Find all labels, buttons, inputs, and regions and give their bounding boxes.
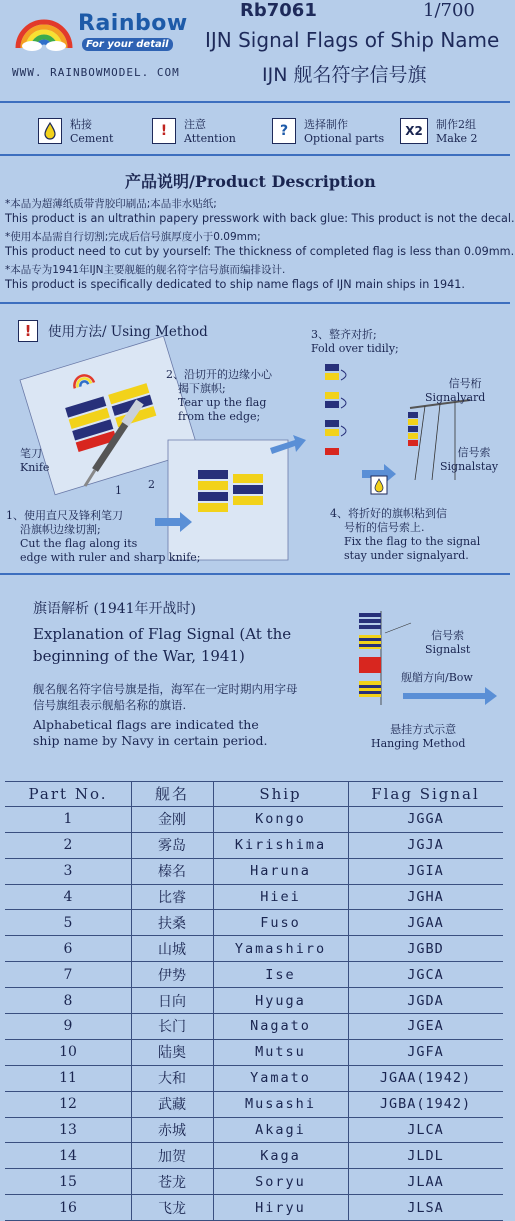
step1-en: Cut the flag along its (20, 537, 138, 550)
table-row (5, 1143, 503, 1169)
ship-cn-cell: 榛名 (158, 864, 186, 881)
description-line: This product need to cut by yourself: The thickness of completed flag is less than 0.09mm. (5, 245, 515, 258)
flag-signal-cell: JLDL (407, 1147, 444, 1164)
part-no-cell: 11 (59, 1070, 77, 1087)
knife-en: Knife (20, 461, 50, 474)
ship-cn-cell: 长门 (158, 1019, 186, 1036)
legend-label-cn: 粘接 (70, 118, 92, 131)
ship-cn-cell: 金刚 (158, 812, 186, 829)
ship-cn-cell: 大和 (158, 1071, 186, 1088)
bow-arrow-icon (403, 687, 497, 705)
ship-cn-cell: 扶桑 (158, 915, 186, 932)
description-line: *本品为超薄纸质带背胶印刷品;本品非水贴纸; (5, 198, 217, 210)
part-no-cell: 16 (59, 1199, 77, 1216)
ship-cn-cell: 日向 (158, 993, 186, 1010)
step1-en-2: edge with ruler and sharp knife; (20, 551, 201, 564)
step4-cn: 4、将折好的旗帜粘到信 (330, 507, 447, 520)
ship-cell: Musashi (245, 1096, 316, 1113)
step2-en: Tear up the flag (178, 396, 267, 409)
step4-cn-2: 号桁的信号索上. (344, 521, 425, 534)
table-row (5, 988, 503, 1014)
part-no-cell: 4 (63, 889, 73, 905)
bow-label: 舰艏方向/Bow (401, 671, 473, 684)
flag-signal-cell: JGBA(1942) (379, 1096, 472, 1113)
ship-cell: Yamashiro (234, 940, 327, 957)
ship-cell: Kirishima (234, 837, 327, 854)
flag-signal-cell: JGAA(1942) (379, 1070, 472, 1087)
part-no-cell: 7 (63, 966, 73, 983)
flag-signal-cell: JGEA (407, 1018, 444, 1035)
step3-en: Fold over tidily; (311, 342, 399, 355)
flag-signal-cell: JGHA (407, 889, 444, 905)
rainbow-icon (14, 12, 74, 52)
ship-cn-cell: 山城 (158, 941, 186, 958)
ship-cell: Akagi (255, 1122, 306, 1139)
hanging-en: Hanging Method (371, 737, 466, 750)
explanation-title-en: Explanation of Flag Signal (At the beginning of the War, 1941) (33, 625, 292, 665)
table-row (5, 807, 503, 833)
divider (0, 154, 510, 156)
divider (0, 573, 510, 575)
legend-label-cn: 制作2组 (436, 118, 476, 131)
brand-tagline: For your detail (82, 38, 173, 51)
part-no-cell: 5 (63, 914, 73, 931)
ship-cell: Mutsu (255, 1044, 306, 1061)
signalst-cn: 信号索 (431, 629, 465, 642)
part-no-cell: 14 (59, 1147, 77, 1164)
ship-cell: Hiei (260, 889, 301, 905)
table-row (5, 1066, 503, 1092)
legend-label-en: Cement (70, 132, 114, 145)
table-row (5, 936, 503, 962)
ship-cell: Hiryu (255, 1199, 306, 1216)
step2-cn-2: 揭下旗帜; (178, 382, 226, 395)
ship-cell: Kongo (255, 811, 306, 828)
table-row (5, 1169, 503, 1195)
flag-signal-cell: JGIA (407, 863, 444, 880)
flag-signal-cell: JLCA (407, 1122, 444, 1139)
ship-cell: Ise (265, 966, 296, 983)
ship-cn-cell: 飞龙 (158, 1200, 186, 1217)
folded-flags (325, 364, 346, 455)
part-no-cell: 13 (59, 1122, 77, 1139)
step1-cn-2: 沿旗帜边缘切割; (20, 523, 101, 536)
ship-cn-cell: 伊势 (158, 967, 186, 984)
part-no-cell: 6 (63, 940, 73, 957)
part-no-cell: 15 (59, 1173, 77, 1190)
part-no-cell: 2 (63, 837, 73, 854)
ship-cell: Haruna (250, 863, 311, 880)
table-header (5, 781, 503, 807)
x2-icon: X2 (400, 118, 428, 144)
signalyard-en: Signalyard (425, 391, 486, 404)
flag-signal-table (5, 781, 503, 1221)
table-row (5, 1040, 503, 1066)
description-title: 产品说明/Product Description (125, 172, 376, 191)
step2-en-2: from the edge; (178, 410, 261, 423)
signalyard-cn: 信号桁 (448, 377, 482, 390)
brand-url[interactable]: WWW. RAINBOWMODEL. COM (12, 66, 180, 79)
explanation-title-cn: 旗语解析 (1941年开战时) (33, 601, 197, 617)
ship-cell: Hyuga (255, 992, 306, 1009)
part-no-cell: 10 (59, 1044, 77, 1061)
ship-cn-cell: 比睿 (158, 890, 186, 906)
divider (0, 302, 510, 304)
legend-label-en: Optional parts (304, 132, 385, 145)
ship-cn-cell: 赤城 (158, 1123, 186, 1140)
header-ship: Ship (259, 784, 302, 803)
part-no-cell: 12 (59, 1096, 77, 1113)
step3-cn: 3、整齐对折; (311, 328, 377, 341)
step4-en-2: stay under signalyard. (344, 549, 469, 562)
part-no-cell: 3 (63, 863, 73, 880)
drop-icon (38, 118, 62, 144)
table-row (5, 1118, 503, 1144)
sheet-number-2: 2 (148, 478, 155, 491)
flag-signal-cell: JGAA (407, 914, 444, 931)
hanging-cn: 悬挂方式示意 (390, 723, 457, 736)
ship-cn-cell: 武藏 (158, 1097, 186, 1114)
divider (0, 101, 510, 103)
legend-label-cn: 选择制作 (304, 118, 348, 131)
ship-cell: Kaga (260, 1147, 301, 1164)
signalstay-cn: 信号索 (457, 446, 491, 459)
table-row (5, 859, 503, 885)
step2-cn: 2、沿切开的边缘小心 (166, 368, 272, 381)
part-no-cell: 1 (63, 811, 73, 828)
flag-signal-cell: JGGA (407, 811, 444, 828)
description-line: This product is specifically dedicated to ship name flags of IJN main ships in 1941. (5, 278, 465, 291)
header-ship-cn: 舰名 (154, 785, 189, 804)
exclamation-icon: ! (18, 320, 38, 342)
table-row (5, 1014, 503, 1040)
page-title-cn: IJN 舰名符字信号旗 (262, 64, 427, 86)
header-part-no: Part No. (28, 784, 108, 803)
ship-cell: Yamato (250, 1070, 311, 1087)
product-code: Rb7061 (240, 0, 317, 21)
description-line: *本品专为1941年IJN主要舰艇的舰名符字信号旗而编排设计. (5, 264, 286, 276)
brand-logo (8, 8, 208, 83)
table-row (5, 1195, 503, 1221)
sheet-number-1: 1 (115, 484, 122, 497)
brand-name: Rainbow (78, 11, 188, 36)
legend-label-en: Make 2 (436, 132, 478, 145)
flag-signal-cell: JGDA (407, 992, 444, 1009)
ship-cell: Soryu (255, 1173, 306, 1190)
step1-cn: 1、使用直尺及锋利笔刀 (6, 509, 123, 522)
ship-cn-cell: 雾岛 (158, 838, 186, 855)
ship-cell: Nagato (250, 1018, 311, 1035)
flag-signal-cell: JGBD (407, 940, 444, 957)
page-title-en: IJN Signal Flags of Ship Name (205, 28, 500, 52)
symbol-legend (0, 112, 510, 152)
ship-cn-cell: 陆奥 (158, 1045, 186, 1062)
ship-cn-cell: 加贺 (158, 1148, 186, 1165)
table-row (5, 1092, 503, 1118)
step4-en: Fix the flag to the signal (344, 535, 481, 548)
knife-cn: 笔刀 (20, 447, 42, 460)
description-line: This product is an ultrathin papery presswork with back glue: This product is not the decal. (5, 212, 515, 225)
legend-label-cn: 注意 (184, 118, 206, 131)
header-flag-signal: Flag Signal (371, 784, 480, 803)
flag-signal-cell: JGJA (407, 837, 444, 854)
part-no-cell: 8 (63, 992, 73, 1009)
flag-signal-cell: JLSA (407, 1199, 444, 1216)
question-icon: ? (272, 118, 296, 144)
signalst-en: Signalst (425, 643, 471, 656)
explanation-desc-en: Alphabetical flags are indicated the ship name by Navy in certain period. (33, 717, 268, 748)
table-row (5, 885, 503, 911)
table-row (5, 833, 503, 859)
hanging-method-diagram (345, 605, 505, 755)
flag-signal-cell: JGCA (407, 966, 444, 983)
flag-signal-cell: JGFA (407, 1044, 444, 1061)
product-scale: 1/700 (423, 0, 475, 21)
part-no-cell: 9 (63, 1018, 73, 1035)
table-row (5, 910, 503, 936)
explanation-desc-cn: 舰名舰名符字信号旗是指，海军在一定时期内用字母信号旗组表示舰船名称的旗语. (33, 682, 298, 712)
ship-cn-cell: 苍龙 (158, 1174, 186, 1191)
table-row (5, 962, 503, 988)
flag-signal-cell: JLAA (407, 1173, 444, 1190)
description-line: *使用本品需自行切割;完成后信号旗厚度小于0.09mm; (5, 231, 261, 243)
ship-cell: Fuso (260, 914, 301, 931)
signalstay-en: Signalstay (440, 460, 499, 473)
method-title: 使用方法/ Using Method (48, 324, 208, 340)
legend-label-en: Attention (184, 132, 236, 145)
exclamation-icon: ! (152, 118, 176, 144)
